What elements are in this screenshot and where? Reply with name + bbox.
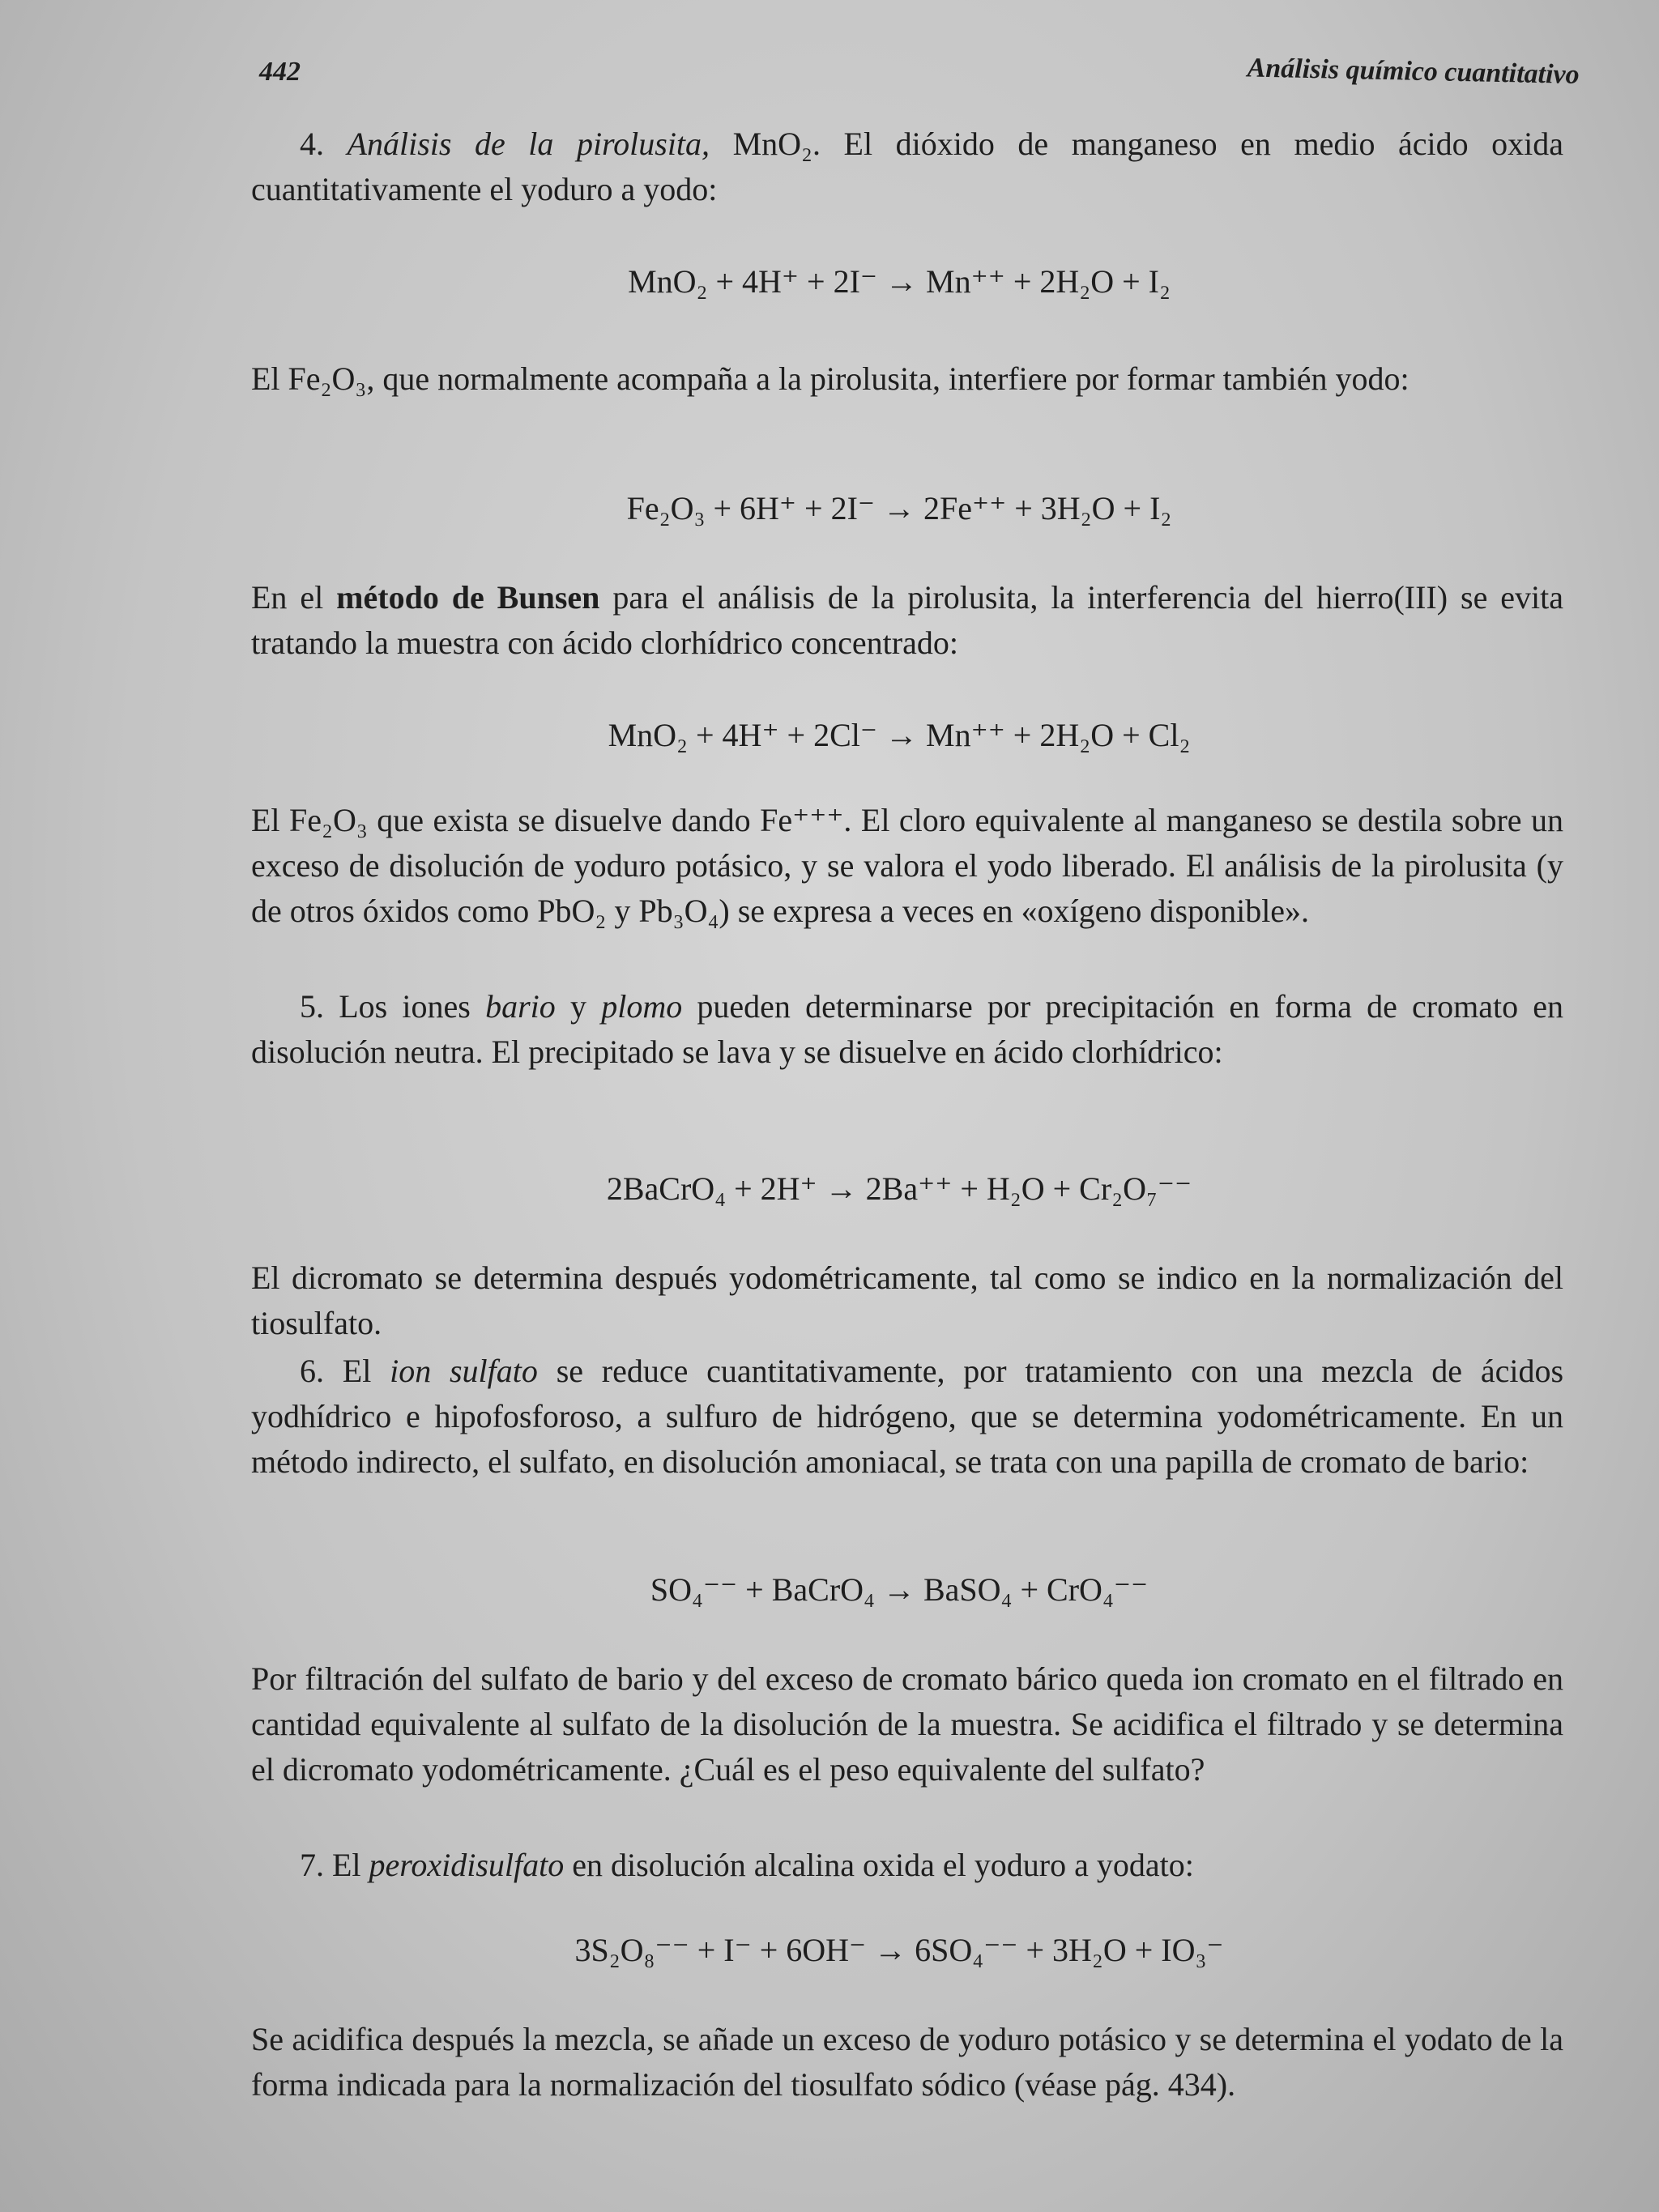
italic-term: ion sulfato xyxy=(390,1353,538,1389)
equation-2: Fe₂O₃ + 6H⁺ + 2I⁻ → 2Fe⁺⁺ + 3H₂O + I₂ xyxy=(626,490,1172,526)
item-7-paragraph xyxy=(251,1843,1563,1888)
text: se reduce cuantitativamente, por tratamiento con una mezcla de ácidos yodhídrico e hipofosforoso, a sulfuro de hidrógeno, que se determina yodométricamente. En un método indirecto, el sulfato, en disolución amoniacal, se trata con una papilla de cromato de bario: xyxy=(251,1353,1564,1480)
equation-4: 2BaCrO₄ + 2H⁺ → 2Ba⁺⁺ + H₂O + Cr₂O₇⁻⁻ xyxy=(606,1170,1192,1207)
item-6-paragraph xyxy=(251,1349,1563,1485)
item-text: El dióxido de manganeso en medio ácido oxida cuantitativamente el yoduro a yodo: xyxy=(251,126,1564,207)
text: El xyxy=(332,1847,361,1883)
equation-3: MnO₂ + 4H⁺ + 2Cl⁻ → Mn⁺⁺ + 2H₂O + Cl₂ xyxy=(608,717,1191,753)
paragraph: El Fe₂O₃, que normalmente acompaña a la pirolusita, interfiere por formar también yodo: xyxy=(251,360,1410,397)
text: pueden determinarse por precipitación en forma de cromato en disolución neutra. El precipitado se lava y se disuelve en ácido clorhídrico: xyxy=(251,988,1564,1070)
item-number: 4. xyxy=(300,126,324,162)
item-number: 5. xyxy=(300,988,324,1025)
italic-term: plomo xyxy=(601,988,683,1025)
equation-6: 3S₂O₈⁻⁻ + I⁻ + 6OH⁻ → 6SO₄⁻⁻ + 3H₂O + IO₃⁻ xyxy=(574,1932,1224,1968)
paragraph: Por filtración del sulfato de bario y del exceso de cromato bárico queda ion cromato en el filtrado en cantidad equivalente al sulfato de la disolución de la muestra. Se acidifica el filtrado y se determina el dicromato yodométricamente. ¿Cuál es el peso equivalente del sulfato? xyxy=(251,1660,1563,1788)
text: y xyxy=(569,988,586,1025)
item-5-paragraph xyxy=(251,984,1563,1075)
equation-1: MnO₂ + 4H⁺ + 2I⁻ → Mn⁺⁺ + 2H₂O + I₂ xyxy=(628,263,1171,300)
paragraph: Se acidifica después la mezcla, se añade un exceso de yoduro potásico y se determina el yodato de la forma indicada para la normalización del tiosulfato sódico (véase pág. 434). xyxy=(251,2021,1563,2103)
item-formula: MnO₂. xyxy=(732,126,821,162)
page-header xyxy=(235,49,1580,97)
item-number: 7. xyxy=(300,1847,324,1883)
page-number: 442 xyxy=(259,57,301,87)
equation-5: SO₄⁻⁻ + BaCrO₄ → BaSO₄ + CrO₄⁻⁻ xyxy=(650,1571,1149,1608)
paragraph: El dicromato se determina después yodométricamente, tal como se indico en la normalización del tiosulfato. xyxy=(251,1259,1563,1341)
text: En el xyxy=(251,579,324,616)
item-title: Análisis de la pirolusita, xyxy=(347,126,710,162)
method-name: método de Bunsen xyxy=(336,579,600,616)
text: Los iones xyxy=(339,988,471,1025)
italic-term: bario xyxy=(485,988,556,1025)
text: El xyxy=(342,1353,372,1389)
running-title: Análisis químico cuantitativo xyxy=(1247,53,1580,90)
paragraph-bunsen xyxy=(251,575,1563,666)
paragraph: El Fe₂O₃ que exista se disuelve dando Fe⁺⁺⁺. El cloro equivalente al manganeso se destila sobre un exceso de disolución de yoduro potásico, y se valora el yodo liberado. El análisis de la pirolusita (y de otros óxidos como PbO₂ y Pb₃O₄) se expresa a veces en «oxígeno disponible». xyxy=(251,802,1563,929)
item-4-paragraph xyxy=(251,121,1563,212)
text: en disolución alcalina oxida el yoduro a yodato: xyxy=(572,1847,1194,1883)
item-number: 6. xyxy=(300,1353,324,1389)
text: para el análisis de la pirolusita, la interferencia del hierro(III) se evita tratando la muestra con ácido clorhídrico concentrado: xyxy=(251,579,1563,661)
book-page xyxy=(235,32,1580,2163)
italic-term: peroxidisulfato xyxy=(369,1847,565,1883)
